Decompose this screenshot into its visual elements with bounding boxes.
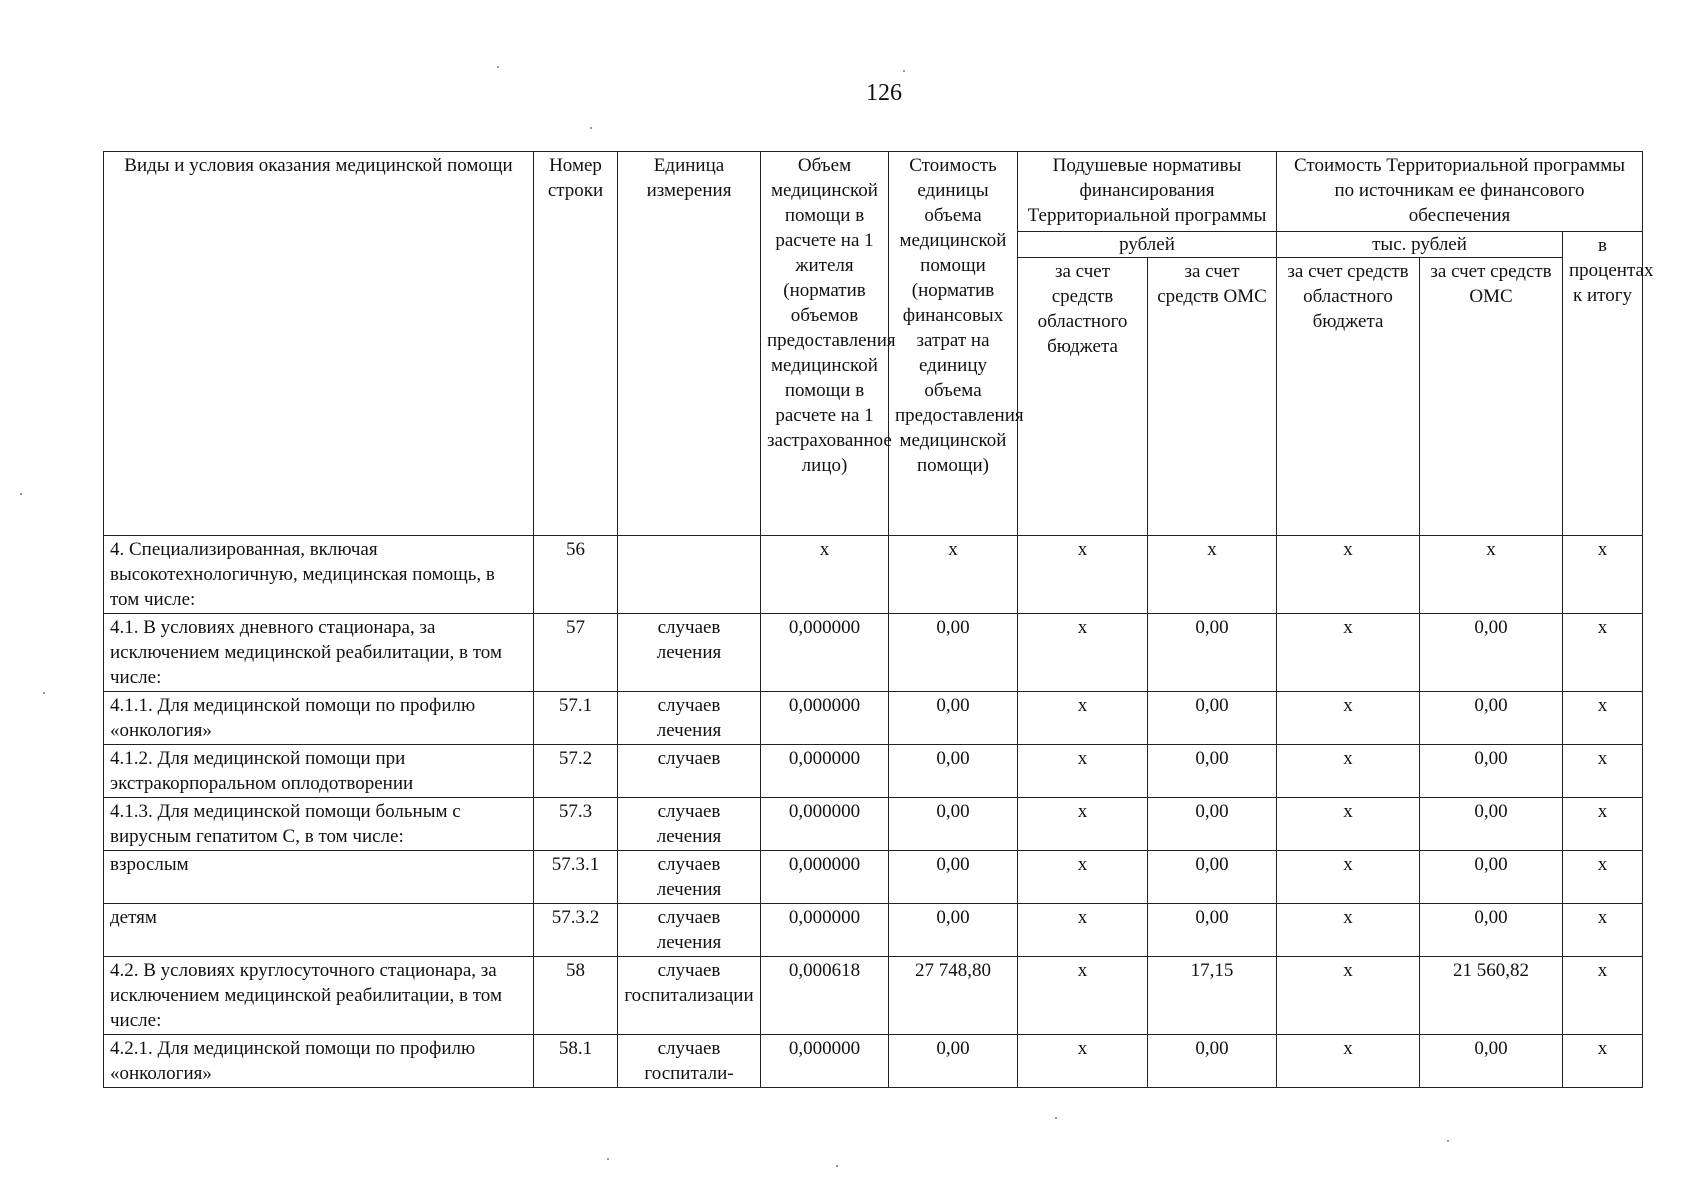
table-row [104,536,1643,614]
header-unit: Единица измерения [618,152,761,536]
row-percent: х [1563,614,1643,692]
row-program-budget: х [1277,745,1420,798]
row-unit: случаев госпитализации [618,957,761,1035]
row-number: 57 [534,614,618,692]
scan-speck [20,493,22,495]
header-unit-thousand-rubles: тыс. рублей [1277,232,1563,258]
row-volume: 0,000000 [761,692,889,745]
scan-speck [1055,1117,1057,1119]
table-row [104,851,1643,904]
row-volume: 0,000000 [761,851,889,904]
row-program-oms: 0,00 [1420,614,1563,692]
row-cost: 0,00 [889,692,1018,745]
header-program-budget: за счет средств областного бюджета [1277,258,1420,536]
row-volume: х [761,536,889,614]
table-row [104,1035,1643,1088]
row-percent: х [1563,536,1643,614]
row-unit: случаев лечения [618,692,761,745]
row-program-oms: 0,00 [1420,692,1563,745]
row-program-oms: 0,00 [1420,851,1563,904]
row-cost: 0,00 [889,745,1018,798]
row-name: 4.2.1. Для медицинской помощи по профилю «онкология» [104,1035,534,1088]
row-program-budget: х [1277,692,1420,745]
row-unit: случаев лечения [618,904,761,957]
row-number: 56 [534,536,618,614]
row-volume: 0,000000 [761,614,889,692]
row-number: 57.2 [534,745,618,798]
row-percent: х [1563,1035,1643,1088]
header-kind: Виды и условия оказания медицинской помощи [104,152,534,536]
table-row [104,904,1643,957]
row-cost: 0,00 [889,798,1018,851]
row-number: 57.3.1 [534,851,618,904]
row-cost: 0,00 [889,614,1018,692]
header-per-capita-group: Подушевые нормативы финансирования Территориальной программы [1018,152,1277,232]
row-program-oms: х [1420,536,1563,614]
row-number: 58.1 [534,1035,618,1088]
row-program-budget: х [1277,536,1420,614]
header-per-capita-budget: за счет средств областного бюджета [1018,258,1148,536]
row-unit: случаев лечения [618,614,761,692]
row-volume: 0,000000 [761,798,889,851]
row-per-capita-budget: х [1018,904,1148,957]
row-name: 4.1.1. Для медицинской помощи по профилю «онкология» [104,692,534,745]
row-name: 4.1.2. Для медицинской помощи при экстракорпоральном оплодотворении [104,745,534,798]
scan-speck [607,1158,609,1160]
row-per-capita-oms: х [1148,536,1277,614]
row-cost: 0,00 [889,1035,1018,1088]
table-row [104,614,1643,692]
scan-speck [43,692,45,694]
row-number: 57.3 [534,798,618,851]
header-volume: Объем медицинской помощи в расчете на 1 жителя (норматив объемов предоставления медицинской помощи в расчете на 1 застрахованное лицо) [761,152,889,536]
row-name: 4.2. В условиях круглосуточного стационара, за исключением медицинской реабилитации, в том числе: [104,957,534,1035]
row-program-oms: 0,00 [1420,798,1563,851]
scan-speck [903,70,905,72]
row-name: 4. Специализированная, включая высокотехнологичную, медицинская помощь, в том числе: [104,536,534,614]
row-percent: х [1563,851,1643,904]
table-row [104,798,1643,851]
row-per-capita-budget: х [1018,851,1148,904]
header-per-capita-oms: за счет средств ОМС [1148,258,1277,536]
header-unit-rubles: рублей [1018,232,1277,258]
scan-speck [1447,1140,1449,1142]
row-program-budget: х [1277,957,1420,1035]
row-percent: х [1563,904,1643,957]
row-unit [618,536,761,614]
row-volume: 0,000000 [761,1035,889,1088]
row-cost: 0,00 [889,904,1018,957]
row-per-capita-oms: 0,00 [1148,745,1277,798]
row-per-capita-budget: х [1018,536,1148,614]
row-number: 58 [534,957,618,1035]
page-number: 126 [866,80,902,106]
row-name: взрослым [104,851,534,904]
row-volume: 0,000618 [761,957,889,1035]
row-per-capita-oms: 0,00 [1148,1035,1277,1088]
row-cost: 27 748,80 [889,957,1018,1035]
row-per-capita-oms: 0,00 [1148,614,1277,692]
row-unit: случаев госпитали- [618,1035,761,1088]
header-cost: Стоимость единицы объема медицинской помощи (норматив финансовых затрат на единицу объема предоставления медицинской помощи) [889,152,1018,536]
table-row [104,745,1643,798]
row-cost: 0,00 [889,851,1018,904]
row-per-capita-oms: 0,00 [1148,798,1277,851]
table-row [104,692,1643,745]
row-unit: случаев [618,745,761,798]
row-program-budget: х [1277,904,1420,957]
row-name: детям [104,904,534,957]
row-unit: случаев лечения [618,798,761,851]
scan-speck [497,66,499,68]
row-percent: х [1563,957,1643,1035]
row-program-budget: х [1277,798,1420,851]
row-per-capita-budget: х [1018,798,1148,851]
row-name: 4.1. В условиях дневного стационара, за исключением медицинской реабилитации, в том числе: [104,614,534,692]
row-number: 57.3.2 [534,904,618,957]
row-per-capita-oms: 0,00 [1148,692,1277,745]
row-per-capita-budget: х [1018,957,1148,1035]
row-percent: х [1563,798,1643,851]
row-per-capita-oms: 17,15 [1148,957,1277,1035]
row-program-oms: 21 560,82 [1420,957,1563,1035]
row-per-capita-budget: х [1018,692,1148,745]
row-per-capita-budget: х [1018,1035,1148,1088]
row-per-capita-oms: 0,00 [1148,904,1277,957]
header-percent: в процентах к итогу [1563,232,1643,536]
row-program-budget: х [1277,851,1420,904]
row-name: 4.1.3. Для медицинской помощи больным с вирусным гепатитом С, в том числе: [104,798,534,851]
scan-speck [836,1165,838,1167]
row-unit: случаев лечения [618,851,761,904]
row-per-capita-oms: 0,00 [1148,851,1277,904]
header-program-oms: за счет средств ОМС [1420,258,1563,536]
row-volume: 0,000000 [761,904,889,957]
table-row [104,957,1643,1035]
row-per-capita-budget: х [1018,614,1148,692]
row-program-oms: 0,00 [1420,904,1563,957]
row-per-capita-budget: х [1018,745,1148,798]
header-program-cost-group: Стоимость Территориальной программы по источникам ее финансового обеспечения [1277,152,1643,232]
header-row-number: Номер строки [534,152,618,536]
row-volume: 0,000000 [761,745,889,798]
row-percent: х [1563,692,1643,745]
row-program-budget: х [1277,1035,1420,1088]
row-percent: х [1563,745,1643,798]
row-number: 57.1 [534,692,618,745]
scan-speck [590,127,592,129]
row-program-oms: 0,00 [1420,1035,1563,1088]
row-cost: х [889,536,1018,614]
row-program-budget: х [1277,614,1420,692]
medical-care-table [103,151,1654,1088]
row-program-oms: 0,00 [1420,745,1563,798]
